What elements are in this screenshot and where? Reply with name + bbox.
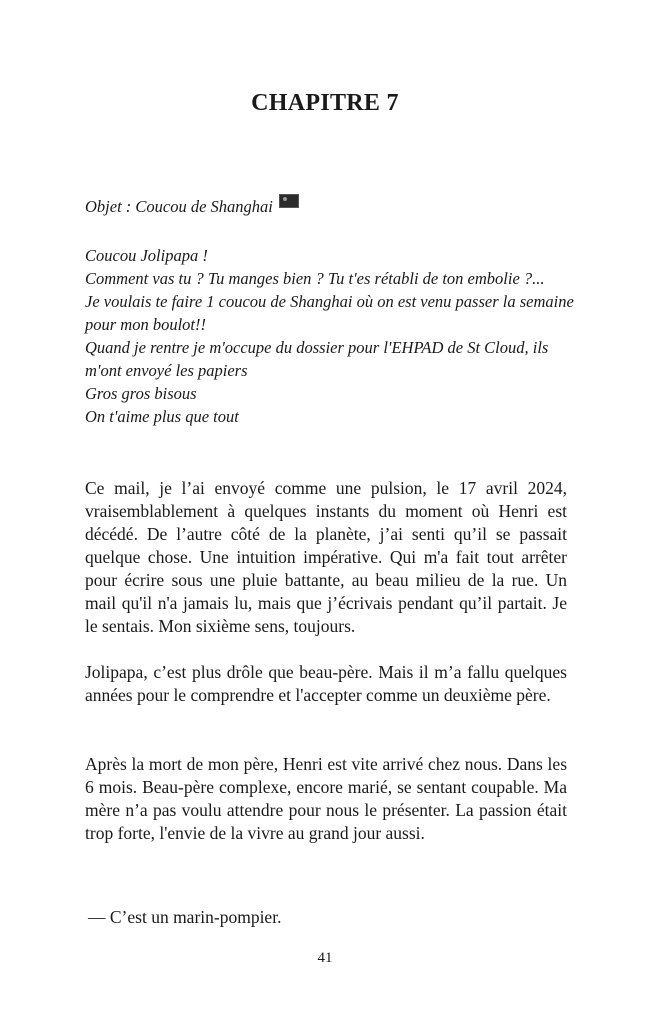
- body-paragraph: Après la mort de mon père, Henri est vite arrivé chez nous. Dans les 6 mois. Beau-père complexe, encore marié, se sentant coupable. Ma mère n’a pas voulu attendre pour nous le présenter. La passion était trop forte, l'envie de la vivre au grand jour aussi.: [85, 754, 567, 843]
- email-line: On t'aime plus que tout: [85, 407, 239, 426]
- dialogue-line: — C’est un marin-pompier.: [88, 907, 282, 927]
- email-line: m'ont envoyé les papiers: [85, 361, 248, 380]
- email-line: pour mon boulot!!: [85, 315, 206, 334]
- email-subject-line: [85, 194, 570, 218]
- email-line: Je voulais te faire 1 coucou de Shanghai où on est venu passer la semaine: [85, 292, 574, 311]
- email-subject: Objet : Coucou de Shanghai: [85, 197, 273, 216]
- email-body: [85, 244, 574, 428]
- body-paragraph: Ce mail, je l’ai envoyé comme une pulsion, le 17 avril 2024, vraisemblablement à quelques instants du moment où Henri est décédé. De l’autre côté de la planète, j’ai senti qu’il se passait quelque chose. Une intuition impérative. Qui m'a fait tout arrêter pour écrire sous une pluie battante, au beau milieu de la rue. Un mail qu'il n'a jamais lu, mais que j’écrivais pendant qu’il partait. Je le sentais. Mon sixième sens, toujours.: [85, 478, 567, 636]
- china-flag-icon: [279, 194, 299, 208]
- email-line: Quand je rentre je m'occupe du dossier pour l'EHPAD de St Cloud, ils: [85, 338, 549, 357]
- email-line: Comment vas tu ? Tu manges bien ? Tu t'es rétabli de ton embolie ?...: [85, 269, 545, 288]
- email-line: Gros gros bisous: [85, 384, 197, 403]
- email-line: Coucou Jolipapa !: [85, 246, 208, 265]
- page-number: 41: [317, 950, 333, 966]
- body-paragraph: Jolipapa, c’est plus drôle que beau-père. Mais il m’a fallu quelques années pour le comprendre et l'accepter comme un deuxième père.: [85, 662, 567, 705]
- chapter-title: CHAPITRE 7: [251, 90, 399, 116]
